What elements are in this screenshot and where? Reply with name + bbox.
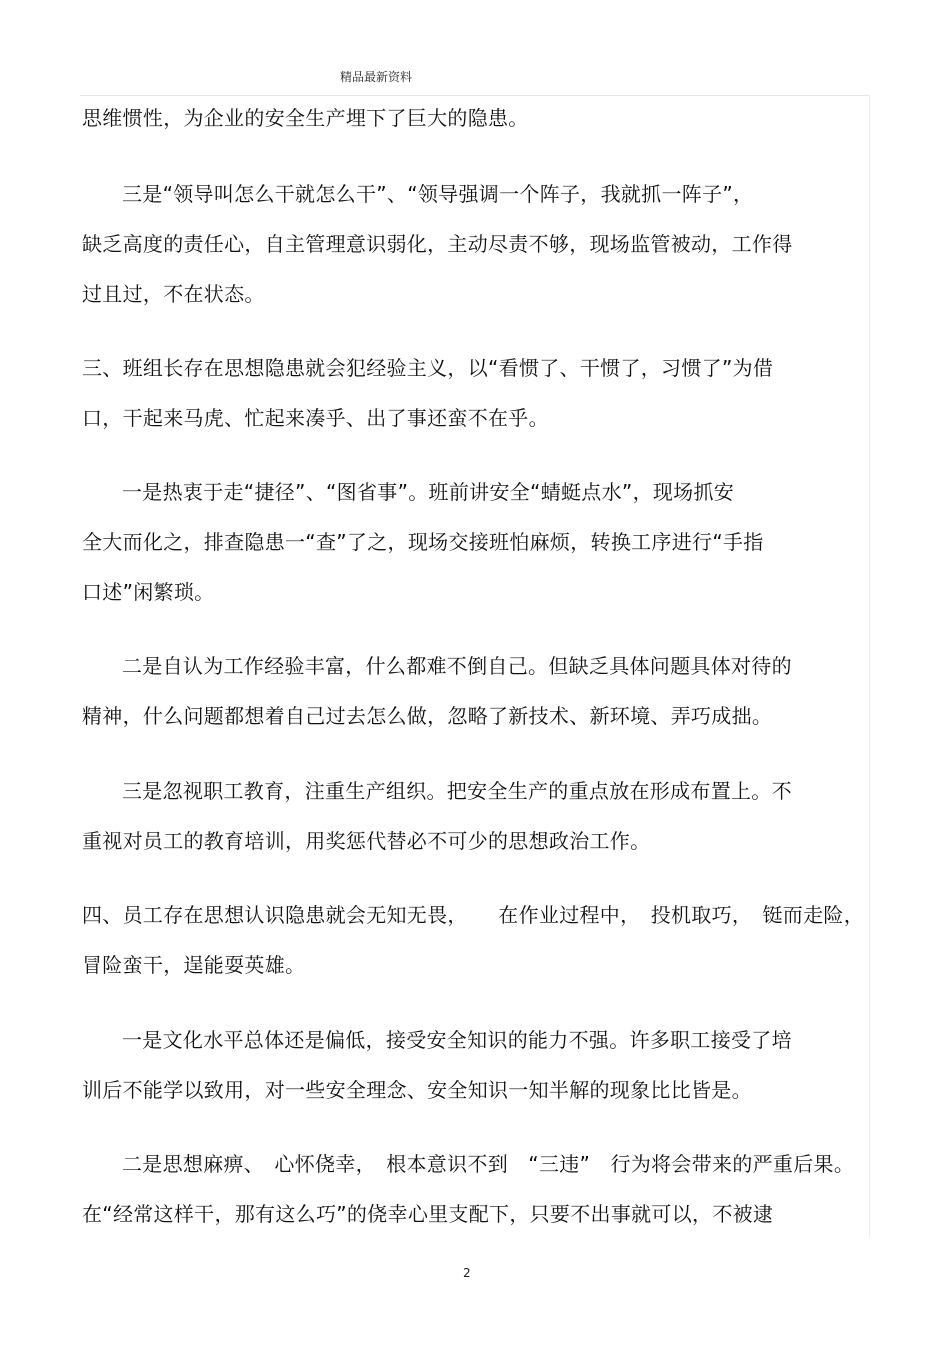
page-number: 2 (463, 1266, 471, 1280)
text-line: 全大而化之，排查隐患一“查”了之，现场交接班怕麻烦，转换工序进行“手指 (82, 530, 764, 554)
text-line: 四、员工存在思想认识隐患就会无知无畏， 在作业过程中， 投机取巧， 铤而走险， (82, 903, 864, 927)
text-line: 在“经常这样干，那有这么巧”的侥幸心里支配下，只要不出事就可以，不被逮 (82, 1202, 774, 1226)
header-divider (80, 95, 870, 96)
text-line: 精神，什么问题都想着自己过去怎么做，忽略了新技术、新环境、弄巧成拙。 (82, 704, 773, 728)
text-line: 一是热衷于走“捷径”、“图省事”。班前讲安全“蜻蜓点水”，现场抓安 (122, 480, 735, 504)
text-line: 一是文化水平总体还是偏低，接受安全知识的能力不强。许多职工接受了培 (122, 1028, 792, 1052)
text-line: 缺乏高度的责任心，自主管理意识弱化，主动尽责不够，现场监管被动，工作得 (82, 232, 793, 256)
text-line: 口述”闲繁琐。 (82, 580, 215, 604)
text-line: 三、班组长存在思想隐患就会犯经验主义，以“看惯了、干惯了，习惯了”为借 (82, 356, 774, 380)
text-line: 重视对员工的教育培训，用奖惩代替必不可少的思想政治工作。 (82, 829, 651, 853)
page-header: 精品最新资料 (340, 70, 413, 84)
text-line: 三是忽视职工教育，注重生产组织。把安全生产的重点放在形成布置上。不 (122, 779, 792, 803)
text-line: 二是思想麻痹、 心怀侥幸， 根本意识不到 “三违” 行为将会带来的严重后果。 (122, 1152, 855, 1176)
text-line: 二是自认为工作经验丰富，什么都难不倒自己。但缺乏具体问题具体对待的 (122, 654, 792, 678)
text-line: 冒险蛮干，逞能耍英雄。 (82, 953, 306, 977)
text-line: 口，干起来马虎、忙起来凑乎、出了事还蛮不在乎。 (82, 406, 549, 430)
text-line: 过且过，不在状态。 (82, 282, 265, 306)
right-border (869, 95, 870, 1237)
text-line: 三是“领导叫怎么干就怎么干”、“领导强调一个阵子，我就抓一阵子”， (122, 182, 754, 206)
text-line: 思维惯性，为企业的安全生产埋下了巨大的隐患。 (82, 106, 529, 130)
text-line: 训后不能学以致用，对一些安全理念、安全知识一知半解的现象比比皆是。 (82, 1078, 752, 1102)
